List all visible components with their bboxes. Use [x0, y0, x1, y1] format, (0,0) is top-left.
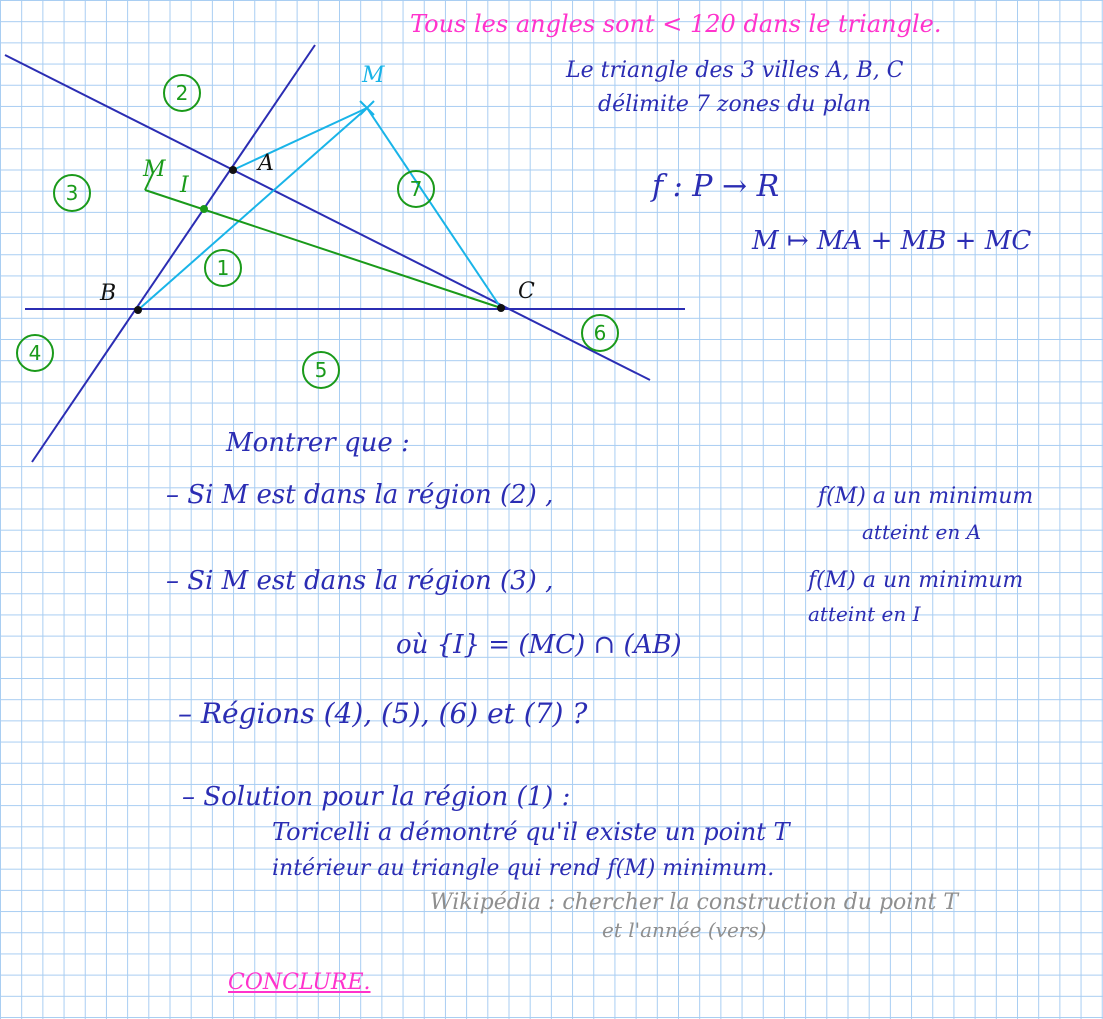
header-line-2: Le triangle des 3 villes A, B, C [566, 58, 904, 83]
header-line-1: Tous les angles sont < 120 dans le triangle. [410, 10, 942, 38]
task-item-4-line-2: Toricelli a démontré qu'il existe un point T [272, 818, 790, 846]
label-m-small: M [143, 157, 166, 182]
zone-marker-6 [582, 315, 618, 351]
segment-mc-green [145, 190, 501, 308]
segment-mc [367, 108, 501, 308]
zone-marker-4 [17, 335, 53, 371]
label-b: B [100, 281, 117, 306]
label-c: C [518, 279, 535, 304]
task-item-1-right-2: atteint en A [862, 520, 982, 544]
task-item-4: – Solution pour la région (1) : [182, 782, 571, 812]
task-item-2-left: – Si M est dans la région (3) , [166, 566, 554, 596]
task-item-1-left: – Si M est dans la région (2) , [166, 480, 554, 510]
line-ab [32, 45, 315, 462]
point-b [134, 306, 142, 314]
point-a [229, 166, 237, 174]
line-ac [5, 55, 650, 380]
svg-text:6: 6 [593, 321, 607, 345]
task-item-2-where: où {I} = (MC) ∩ (AB) [396, 630, 682, 660]
wikipedia-note-line-2: et l'année (vers) [602, 918, 767, 942]
task-item-4-line-3: intérieur au triangle qui rend f(M) minimum. [272, 856, 775, 881]
label-i: I [180, 173, 189, 198]
label-a: A [258, 151, 274, 176]
wikipedia-note-line-1: Wikipédia : chercher la construction du point T [430, 890, 958, 915]
zone-marker-7 [398, 171, 434, 207]
svg-text:3: 3 [65, 181, 79, 205]
function-def-line-1: f : P → R [652, 169, 780, 204]
conclusion: CONCLURE. [228, 970, 371, 995]
point-c [497, 304, 505, 312]
svg-text:4: 4 [28, 341, 42, 365]
task-item-3: – Régions (4), (5), (6) et (7) ? [178, 697, 588, 730]
zone-marker-2 [164, 75, 200, 111]
point-m [360, 101, 374, 115]
svg-text:1: 1 [216, 256, 230, 280]
task-item-2-right-1: f(M) a un minimum [808, 568, 1024, 593]
point-i [200, 205, 208, 213]
label-m: M [362, 63, 385, 88]
svg-text:7: 7 [409, 177, 423, 201]
function-def-line-2: M ↦ MA + MB + MC [752, 226, 1032, 256]
svg-text:2: 2 [175, 81, 189, 105]
zone-marker-1 [205, 250, 241, 286]
segment-ma [233, 108, 367, 170]
task-item-2-right-2: atteint en I [808, 602, 921, 626]
task-intro: Montrer que : [226, 428, 410, 458]
zone-marker-5 [303, 352, 339, 388]
zone-marker-3 [54, 175, 90, 211]
svg-text:5: 5 [314, 358, 328, 382]
header-line-3: délimite 7 zones du plan [598, 92, 871, 117]
task-item-1-right-1: f(M) a un minimum [818, 484, 1034, 509]
